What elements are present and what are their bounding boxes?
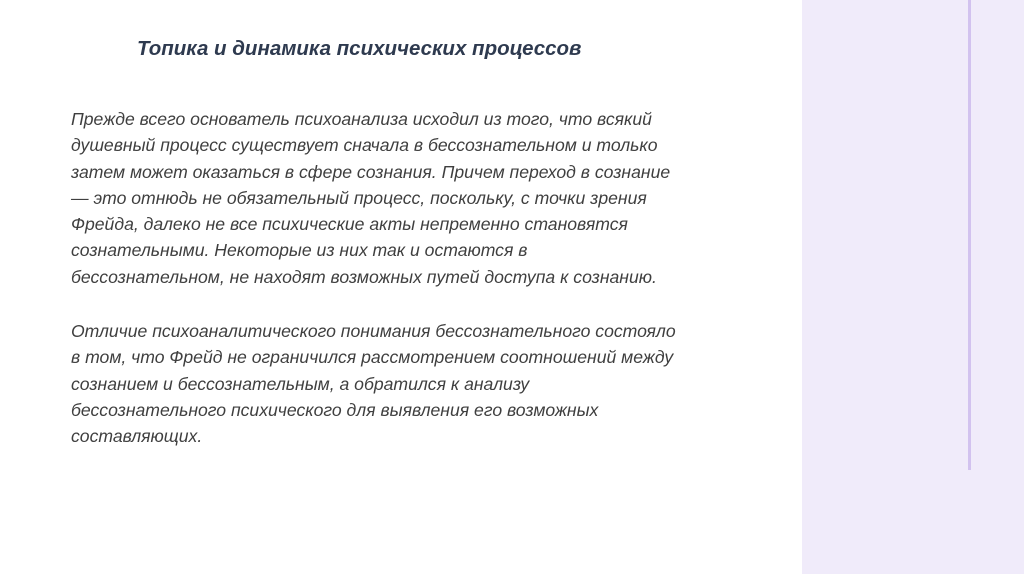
side-panel	[802, 0, 1024, 574]
side-divider-line	[968, 0, 971, 470]
paragraph-2-line: Отличие психоаналитического понимания бессознательного состояло	[71, 321, 676, 341]
paragraph-1	[71, 106, 807, 290]
paragraph-1-line: Фрейда, далеко не все психические акты непременно становятся	[71, 214, 628, 235]
paragraph-1-line: затем может оказаться в сфере сознания. Причем переход в сознание	[71, 161, 671, 182]
paragraph-1-line: Прежде всего основатель психоанализа исходил из того, что всякий	[71, 109, 652, 129]
slide-title: Топика и динамика психических процессов	[137, 37, 582, 60]
paragraph-2-line: сознанием и бессознательным, а обратился к анализу	[71, 373, 530, 394]
paragraph-2	[71, 318, 807, 449]
paragraph-1-line: — это отнюдь не обязательный процесс, поскольку, с точки зрения	[71, 187, 647, 208]
paragraph-1-line: бессознательном, не находят возможных путей доступа к сознанию.	[71, 266, 657, 287]
paragraph-2-line: бессознательного психического для выявления его возможных	[71, 399, 599, 420]
paragraph-2-line: составляющих.	[71, 426, 203, 447]
paragraph-1-line: душевный процесс существует сначала в бессознательном и только	[71, 135, 658, 156]
paragraph-2-line: в том, что Фрейд не ограничился рассмотрением соотношений между	[71, 347, 674, 368]
paragraph-1-line: сознательными. Некоторые из них так и остаются в	[71, 240, 528, 261]
